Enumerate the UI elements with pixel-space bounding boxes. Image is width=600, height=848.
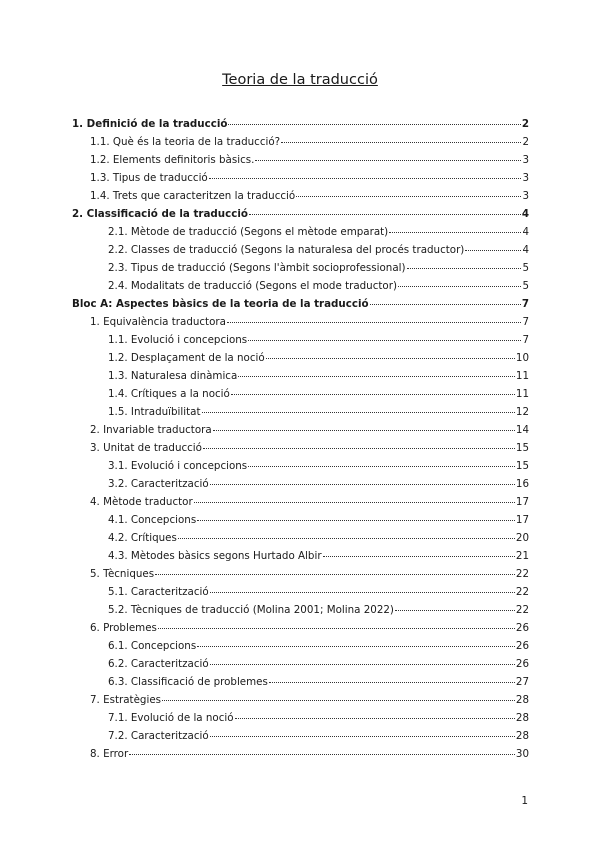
toc-entry[interactable] [72, 190, 529, 208]
toc-entry-label: 7.2. Caracterització [108, 730, 209, 742]
toc-dot-leader [129, 754, 515, 755]
toc-dot-leader [395, 610, 515, 611]
toc-dot-leader [323, 556, 515, 557]
toc-entry[interactable] [72, 334, 529, 352]
toc-entry[interactable] [72, 118, 529, 136]
document-title: Teoria de la traducció [222, 72, 378, 88]
toc-entry-label: 1.3. Naturalesa dinàmica [108, 370, 238, 382]
toc-entry[interactable] [72, 658, 529, 676]
toc-entry-label: 2. Classificació de la traducció [72, 208, 248, 220]
toc-entry[interactable] [72, 622, 529, 640]
page-number: 1 [521, 795, 528, 807]
toc-dot-leader [281, 142, 521, 143]
toc-entry-label: 2.3. Tipus de traducció (Segons l'àmbit socioprofessional) [108, 262, 406, 274]
toc-entry[interactable] [72, 208, 529, 226]
toc-entry-page: 12 [515, 406, 529, 418]
toc-entry-label: 1.1. Evolució i concepcions [108, 334, 248, 346]
toc-entry[interactable] [72, 298, 529, 316]
toc-dot-leader [209, 178, 522, 179]
toc-entry-page: 27 [515, 676, 529, 688]
toc-entry-label: 4.1. Concepcions [108, 514, 197, 526]
toc-entry[interactable] [72, 712, 529, 730]
toc-entry-page: 22 [515, 604, 529, 616]
toc-dot-leader [255, 160, 521, 161]
toc-dot-leader [228, 124, 520, 125]
toc-dot-leader [178, 538, 515, 539]
toc-entry-page: 17 [515, 514, 529, 526]
toc-entry-label: 6.3. Classificació de problemes [108, 676, 268, 688]
toc-entry-page: 2 [522, 136, 529, 148]
toc-entry[interactable] [72, 694, 529, 712]
toc-entry[interactable] [72, 748, 529, 766]
toc-entry-label: 8. Error [90, 748, 129, 760]
toc-entry-label: 1.2. Elements definitoris bàsics. [90, 154, 255, 166]
toc-entry-label: 4.3. Mètodes bàsics segons Hurtado Albir [108, 550, 322, 562]
toc-entry-label: 1. Definició de la traducció [72, 118, 228, 130]
toc-entry-label: 6.1. Concepcions [108, 640, 197, 652]
toc-dot-leader [249, 214, 521, 215]
toc-dot-leader [203, 448, 515, 449]
toc-dot-leader [407, 268, 522, 269]
toc-entry-page: 7 [522, 316, 529, 328]
toc-entry[interactable] [72, 316, 529, 334]
toc-entry-page: 3 [522, 190, 529, 202]
toc-entry-page: 5 [522, 262, 529, 274]
toc-entry[interactable] [72, 388, 529, 406]
toc-entry-label: 5.1. Caracterització [108, 586, 209, 598]
toc-entry[interactable] [72, 172, 529, 190]
toc-entry-page: 4 [522, 226, 529, 238]
toc-entry[interactable] [72, 136, 529, 154]
toc-entry-label: 6. Problemes [90, 622, 157, 634]
toc-entry-page: 22 [515, 586, 529, 598]
toc-dot-leader [155, 574, 515, 575]
toc-entry-label: 3.1. Evolució i concepcions [108, 460, 248, 472]
toc-entry[interactable] [72, 262, 529, 280]
toc-entry[interactable] [72, 550, 529, 568]
toc-dot-leader [248, 340, 521, 341]
toc-dot-leader [370, 304, 521, 305]
toc-dot-leader [266, 358, 515, 359]
toc-entry[interactable] [72, 226, 529, 244]
toc-entry-label: 1.3. Tipus de traducció [90, 172, 208, 184]
table-of-contents [72, 118, 529, 766]
toc-entry-page: 14 [515, 424, 529, 436]
toc-dot-leader [197, 520, 515, 521]
toc-dot-leader [235, 718, 515, 719]
toc-entry-label: Bloc A: Aspectes bàsics de la teoria de la traducció [72, 298, 369, 310]
toc-entry-page: 21 [515, 550, 529, 562]
toc-entry-page: 17 [515, 496, 529, 508]
toc-entry-label: 2. Invariable traductora [90, 424, 212, 436]
toc-dot-leader [227, 322, 521, 323]
toc-entry-label: 7. Estratègies [90, 694, 162, 706]
toc-entry[interactable] [72, 604, 529, 622]
toc-entry[interactable] [72, 496, 529, 514]
toc-entry[interactable] [72, 478, 529, 496]
toc-entry[interactable] [72, 352, 529, 370]
toc-dot-leader [158, 628, 515, 629]
toc-entry-label: 5. Tècniques [90, 568, 155, 580]
toc-entry-page: 16 [515, 478, 529, 490]
toc-entry-page: 26 [515, 658, 529, 670]
toc-entry-label: 4. Mètode traductor [90, 496, 193, 508]
toc-entry-label: 2.4. Modalitats de traducció (Segons el mode traductor) [108, 280, 397, 292]
toc-entry[interactable] [72, 460, 529, 478]
toc-entry-label: 1.5. Intraduïbilitat [108, 406, 201, 418]
toc-entry-page: 10 [515, 352, 529, 364]
toc-entry-page: 20 [515, 532, 529, 544]
toc-entry-page: 15 [515, 460, 529, 472]
toc-entry[interactable] [72, 442, 529, 460]
toc-entry[interactable] [72, 532, 529, 550]
toc-entry-label: 1.1. Què és la teoria de la traducció? [90, 136, 281, 148]
toc-entry-page: 3 [522, 172, 529, 184]
toc-entry-page: 28 [515, 694, 529, 706]
toc-entry-page: 4 [521, 208, 529, 220]
toc-entry-page: 26 [515, 622, 529, 634]
toc-entry[interactable] [72, 154, 529, 172]
toc-entry[interactable] [72, 370, 529, 388]
toc-entry-label: 1.2. Desplaçament de la noció [108, 352, 265, 364]
toc-dot-leader [248, 466, 515, 467]
toc-dot-leader [210, 736, 515, 737]
toc-entry[interactable] [72, 514, 529, 532]
toc-entry-label: 1.4. Trets que caracteritzen la traducció [90, 190, 296, 202]
toc-entry-page: 3 [522, 154, 529, 166]
toc-entry-page: 30 [515, 748, 529, 760]
toc-dot-leader [202, 412, 515, 413]
toc-dot-leader [231, 394, 515, 395]
toc-entry-page: 22 [515, 568, 529, 580]
toc-dot-leader [238, 376, 515, 377]
toc-entry[interactable] [72, 730, 529, 748]
toc-entry-label: 5.2. Tècniques de traducció (Molina 2001; Molina 2022) [108, 604, 394, 616]
toc-entry-label: 1.4. Crítiques a la noció [108, 388, 230, 400]
toc-entry-label: 7.1. Evolució de la noció [108, 712, 234, 724]
toc-dot-leader [269, 682, 515, 683]
toc-entry-page: 11 [515, 388, 529, 400]
toc-dot-leader [296, 196, 521, 197]
toc-entry-label: 4.2. Crítiques [108, 532, 177, 544]
toc-entry-page: 28 [515, 730, 529, 742]
toc-entry[interactable] [72, 280, 529, 298]
toc-entry-label: 2.2. Classes de traducció (Segons la naturalesa del procés traductor) [108, 244, 465, 256]
toc-entry-page: 7 [521, 298, 529, 310]
toc-dot-leader [398, 286, 521, 287]
toc-entry[interactable] [72, 676, 529, 694]
toc-entry[interactable] [72, 640, 529, 658]
toc-dot-leader [465, 250, 521, 251]
toc-entry-page: 4 [522, 244, 529, 256]
toc-entry[interactable] [72, 244, 529, 262]
toc-dot-leader [194, 502, 515, 503]
toc-entry-page: 7 [522, 334, 529, 346]
toc-entry-label: 3. Unitat de traducció [90, 442, 202, 454]
toc-entry-page: 26 [515, 640, 529, 652]
toc-dot-leader [210, 592, 515, 593]
toc-entry-page: 2 [521, 118, 529, 130]
toc-entry[interactable] [72, 568, 529, 586]
toc-dot-leader [210, 484, 515, 485]
toc-entry-label: 3.2. Caracterització [108, 478, 209, 490]
toc-entry-label: 6.2. Caracterització [108, 658, 209, 670]
toc-entry-page: 15 [515, 442, 529, 454]
toc-entry-page: 11 [515, 370, 529, 382]
toc-dot-leader [210, 664, 515, 665]
toc-entry-label: 1. Equivalència traductora [90, 316, 226, 328]
toc-dot-leader [213, 430, 515, 431]
toc-dot-leader [389, 232, 521, 233]
toc-entry-page: 28 [515, 712, 529, 724]
toc-entry[interactable] [72, 586, 529, 604]
toc-entry-label: 2.1. Mètode de traducció (Segons el mètode emparat) [108, 226, 389, 238]
toc-dot-leader [162, 700, 515, 701]
toc-entry-page: 5 [522, 280, 529, 292]
toc-entry[interactable] [72, 424, 529, 442]
toc-dot-leader [197, 646, 515, 647]
toc-entry[interactable] [72, 406, 529, 424]
